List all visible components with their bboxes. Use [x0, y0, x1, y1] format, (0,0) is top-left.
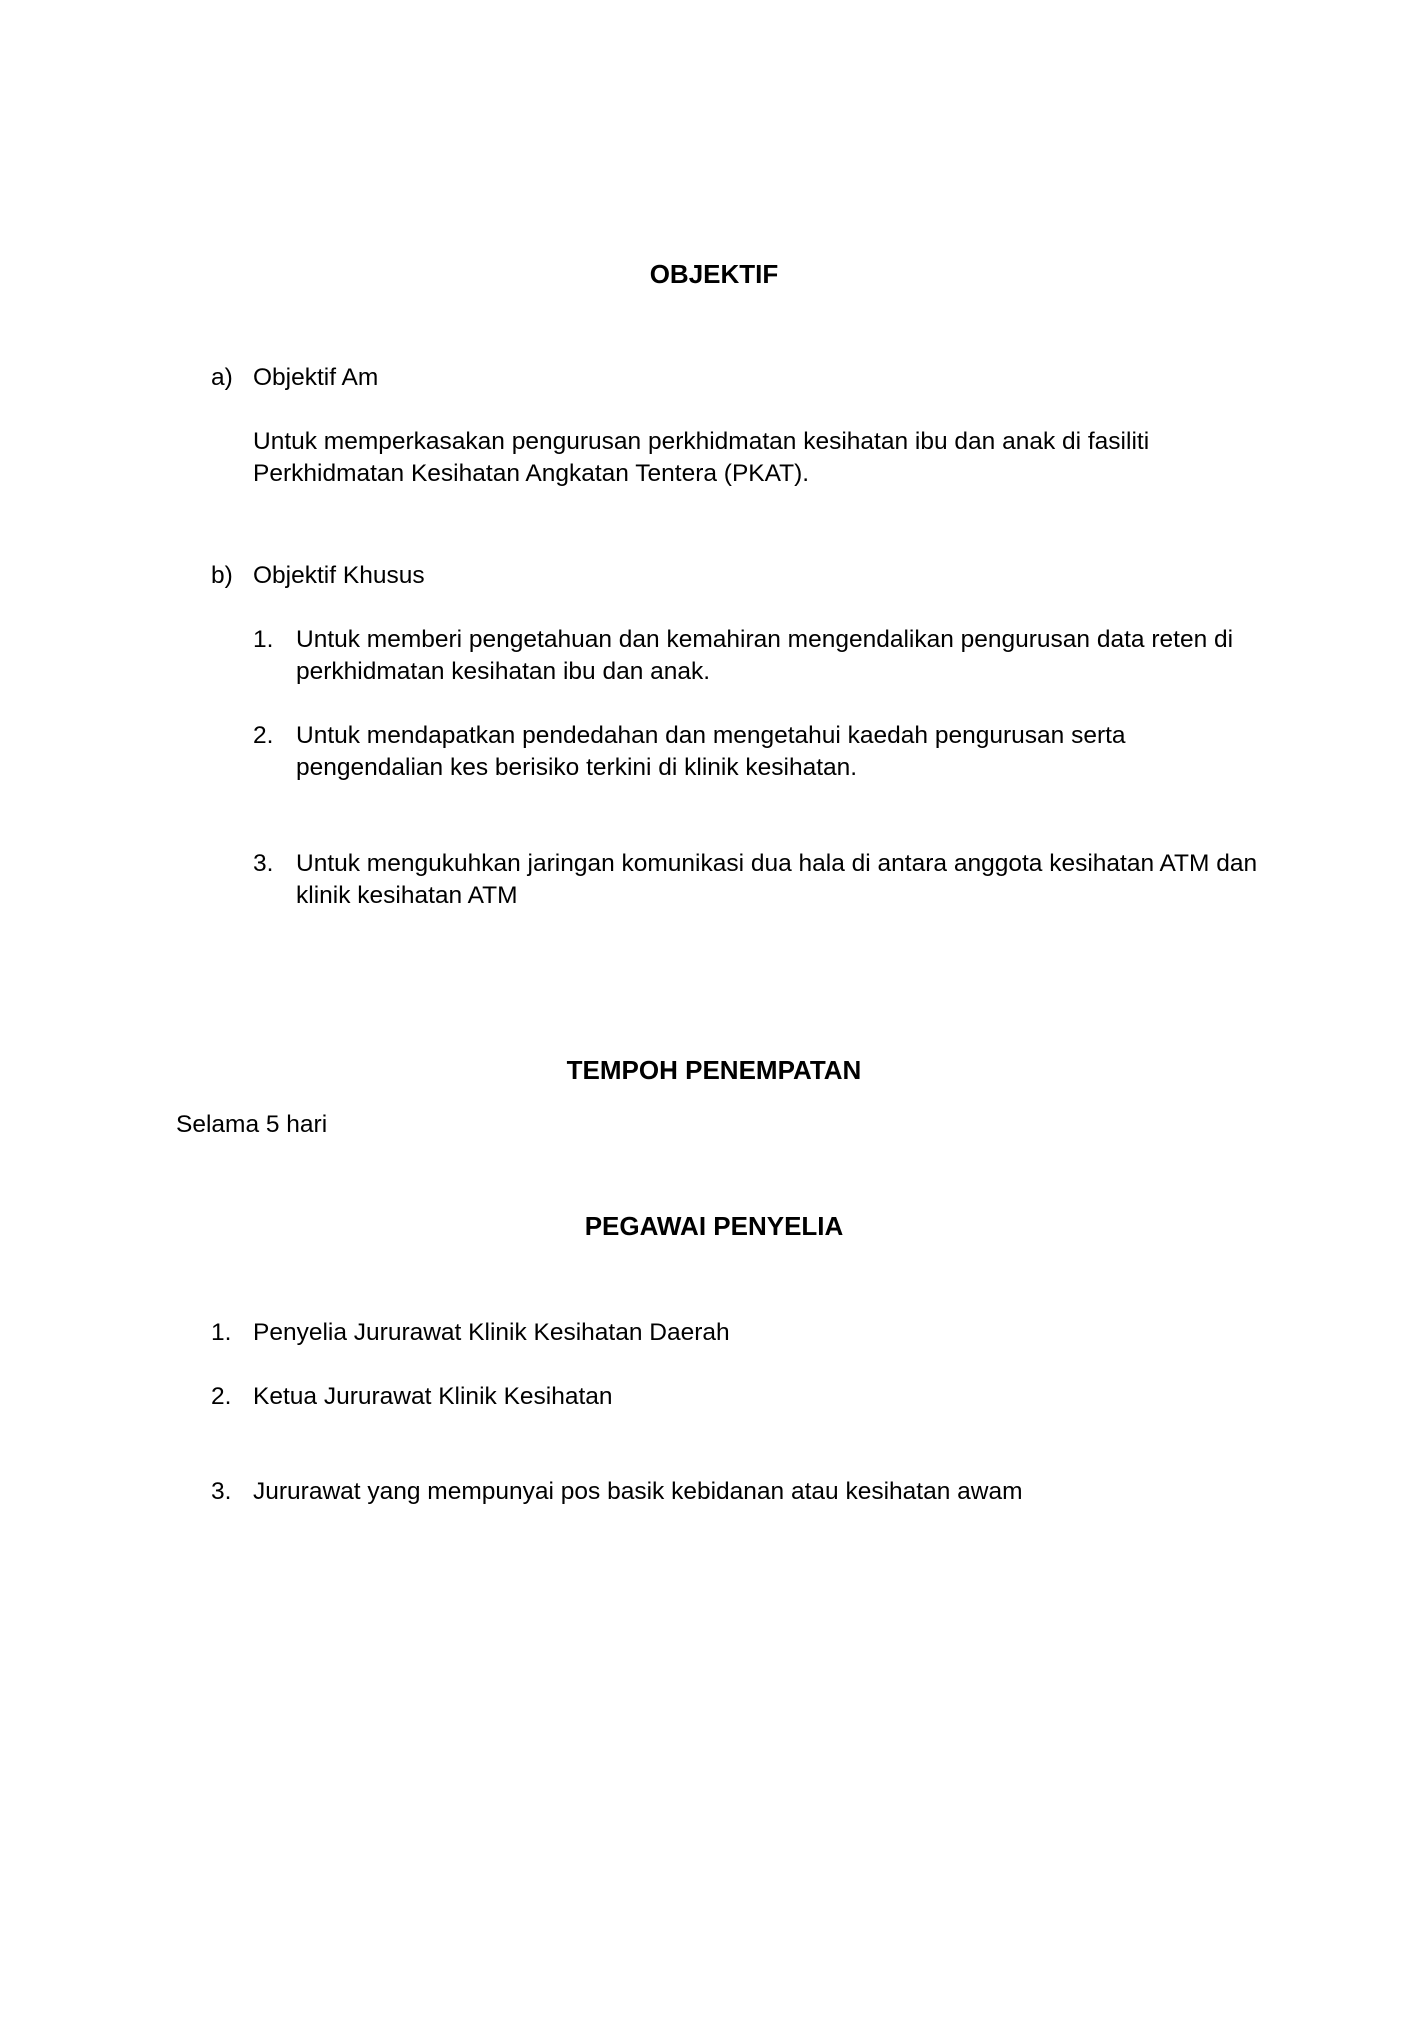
khusus-item-number: 3. — [253, 850, 274, 877]
pegawai-heading: PEGAWAI PENYELIA — [584, 1211, 844, 1241]
pegawai-item-text: Ketua Jururawat Klinik Kesihatan — [253, 1383, 613, 1410]
khusus-item-text: Untuk mendapatkan pendedahan dan mengetahui kaedah pengurusan serta pengendalian kes berisiko terkini di klinik kesihatan. — [296, 722, 1126, 781]
objektif-am-text: Untuk memperkasakan pengurusan perkhidmatan kesihatan ibu dan anak di fasiliti Perkhidmatan Kesihatan Angkatan Tentera (PKAT). — [253, 428, 1150, 487]
khusus-item-number: 2. — [253, 722, 274, 749]
pegawai-item-number: 2. — [211, 1383, 232, 1410]
objektif-heading: OBJEKTIF — [649, 259, 779, 289]
khusus-item-text: Untuk memberi pengetahuan dan kemahiran mengendalikan pengurusan data reten di perkhidmatan kesihatan ibu dan anak. — [296, 626, 1234, 685]
tempoh-heading: TEMPOH PENEMPATAN — [566, 1055, 862, 1085]
khusus-item-number: 1. — [253, 626, 274, 653]
tempoh-text: Selama 5 hari — [176, 1111, 328, 1138]
objektif-khusus-label: Objektif Khusus — [253, 562, 425, 589]
objektif-am-label: Objektif Am — [253, 364, 379, 391]
objektif-khusus-marker: b) — [211, 562, 233, 589]
khusus-item-text: Untuk mengukuhkan jaringan komunikasi dua hala di antara anggota kesihatan ATM dan klinik kesihatan ATM — [296, 850, 1258, 909]
pegawai-item-text: Jururawat yang mempunyai pos basik kebidanan atau kesihatan awam — [253, 1478, 1023, 1505]
objektif-am-marker: a) — [211, 364, 233, 391]
pegawai-item-number: 1. — [211, 1319, 232, 1346]
pegawai-item-number: 3. — [211, 1478, 232, 1505]
pegawai-item-text: Penyelia Jururawat Klinik Kesihatan Daerah — [253, 1319, 730, 1346]
